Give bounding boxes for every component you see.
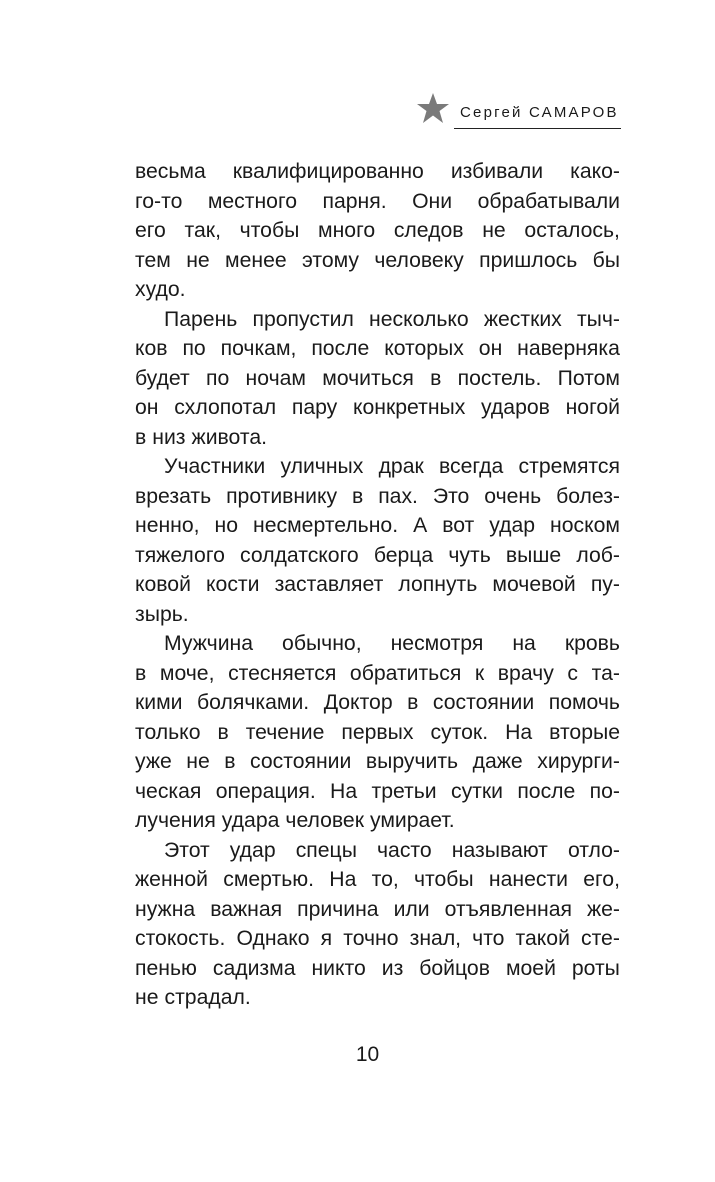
text-line: нужна важная причина или отъявленная же-	[135, 897, 620, 921]
text-line: только в течение первых суток. На вторые	[135, 720, 620, 744]
text-line: будет по ночам мочиться в постель. Потом	[135, 366, 620, 390]
running-head	[416, 88, 621, 132]
text-line: Мужчина обычно, несмотря на кровь	[164, 632, 620, 655]
text-line: ненно, но несмертельно. А вот удар носком	[135, 514, 620, 537]
text-line: лучения удара человек умирает.	[135, 809, 455, 832]
text-line: в низ живота.	[135, 425, 268, 449]
body-text	[135, 157, 620, 1013]
text-line: ковой кости заставляет лопнуть мочевой пу-	[135, 573, 620, 596]
text-line: весьма квалифицированно избивали како-	[135, 160, 620, 183]
text-line: ков по почкам, после которых он наверняка	[135, 337, 620, 360]
text-line: го-то местного парня. Они обрабатывали	[135, 189, 620, 213]
page-number: 10	[355, 1043, 380, 1066]
text-line: врезать противнику в пах. Это очень болез-	[135, 484, 620, 508]
text-line: женной смертью. На то, чтобы нанести его,	[135, 868, 620, 891]
text-line: его так, чтобы много следов не осталось,	[135, 219, 620, 242]
text-line: стокость. Однако я точно знал, что такой сте-	[135, 927, 620, 950]
text-line: пенью садизма никто из бойцов моей роты	[135, 956, 620, 980]
text-line: не страдал.	[135, 986, 251, 1009]
text-line: тяжелого солдатского берца чуть выше лоб-	[135, 543, 620, 567]
text-line: худо.	[135, 278, 186, 301]
text-line: Парень пропустил несколько жестких тыч-	[164, 307, 620, 331]
text-line: уже не в состоянии выручить даже хирурги-	[135, 750, 620, 773]
text-line: тем не менее этому человеку пришлось бы	[135, 248, 620, 272]
author-name: Сергей САМАРОВ	[460, 104, 619, 121]
star-icon	[416, 92, 450, 124]
text-line: он схлопотал пару конкретных ударов ногой	[135, 396, 620, 419]
text-line: ческая операция. На третьи сутки после по-	[135, 779, 620, 803]
text-line: Участники уличных драк всегда стремятся	[164, 455, 620, 478]
text-line: зырь.	[135, 602, 189, 626]
text-line: Этот удар спецы часто называют отло-	[164, 838, 620, 862]
header-rule	[454, 128, 621, 129]
text-line: в моче, стесняется обратиться к врачу с та-	[135, 661, 620, 685]
text-line: кими болячками. Доктор в состоянии помочь	[135, 691, 620, 714]
